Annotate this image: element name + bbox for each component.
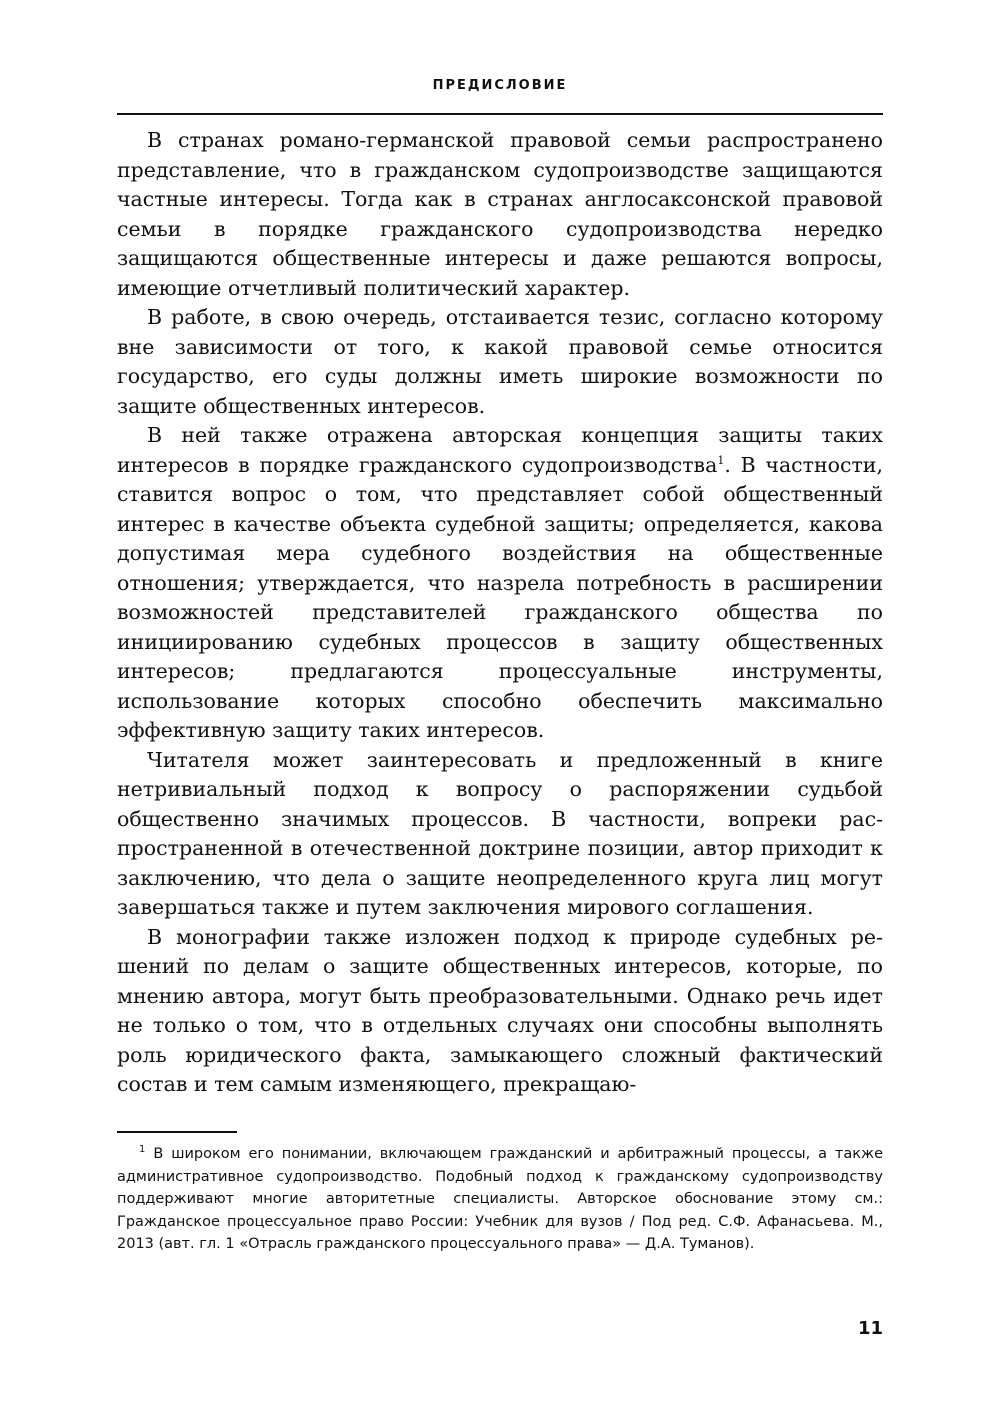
paragraph-2: В работе, в свою очередь, отстаивается тезис, согласно которому вне зависимости от того, к какой правовой семье относится государство, его суды должны иметь широкие возможности по защите общественных интересов. (117, 305, 883, 418)
footnote (117, 1143, 883, 1256)
paragraph-3 (117, 421, 883, 746)
footnote-reference[interactable]: 1 (717, 453, 725, 467)
paragraph-3-end: . В частности, ставится вопрос о том, что представляет собой общественный интерес в качестве объекта судебной защиты; определяется, какова допустимая мера судебного воздействия на общественные отношения; утверждается, что назрела потребность в расширении возможностей представителей гражданского общества по инициированию судебных процессов в защиту общественных интересов; предлагаются процессуальные инструменты, использование которых способно обеспечить максимально эффективную защиту таких интересов. (117, 452, 883, 742)
header-rule (117, 113, 883, 115)
paragraph-5: В монографии также изложен подход к природе судебных решений по делам о защите общественных интересов, которые, по мнению автора, могут быть преобразовательными. Однако речь идет не только о том, что в отдельных случаях они способны выполнять роль юридического факта, замыкающего сложный фактический состав и тем самым изменяющего, прекращаю- (117, 924, 883, 1096)
main-text (117, 126, 883, 1100)
paragraph-1: В странах романо-германской правовой семьи распространено представление, что в гражданском судопроизводстве защищаются частные интересы. Тогда как в странах англосаксонской правовой семьи в порядке гражданского судопроизводства нередко защищаются общественные интересы и даже решаются вопросы, имеющие отчетливый политический характер. (117, 128, 883, 300)
running-header: ПРЕДИСЛОВИЕ (432, 78, 568, 93)
footnote-paragraph (117, 1143, 883, 1256)
footnote-text: В широком его понимании, включающем гражданский и арбитражный процессы, а также административное судопроизводство. Подобный подход к гражданскому судопроизводству поддерживают многие авторитетные специалисты. Авторское обоснование этому см.: Гражданское процессуальное право России: Учебник для вузов / Под ред. С.Ф. Афанасьева. М., 2013 (авт. гл. 1 «Отрасль гражданского процессуального права» — Д.А. Туманов). (117, 1146, 883, 1252)
footnote-mark: 1 (139, 1144, 146, 1156)
paragraph-4: Читателя может заинтересовать и предложенный в книге нетривиальный подход к вопросу о распоряжении судьбой общественно значимых процессов. В частности, вопреки распространенной в отечественной доктрине позиции, автор приходит к заключению, что дела о защите неопределенного круга лиц могут завершаться также и путем заключения мирового соглашения. (117, 747, 883, 919)
footnote-rule (117, 1131, 237, 1133)
paragraph-3-start: В ней также отражена авторская концепция защиты таких интересов в порядке гражданского судопроизводства (117, 423, 883, 477)
page-number: 11 (857, 1318, 883, 1339)
